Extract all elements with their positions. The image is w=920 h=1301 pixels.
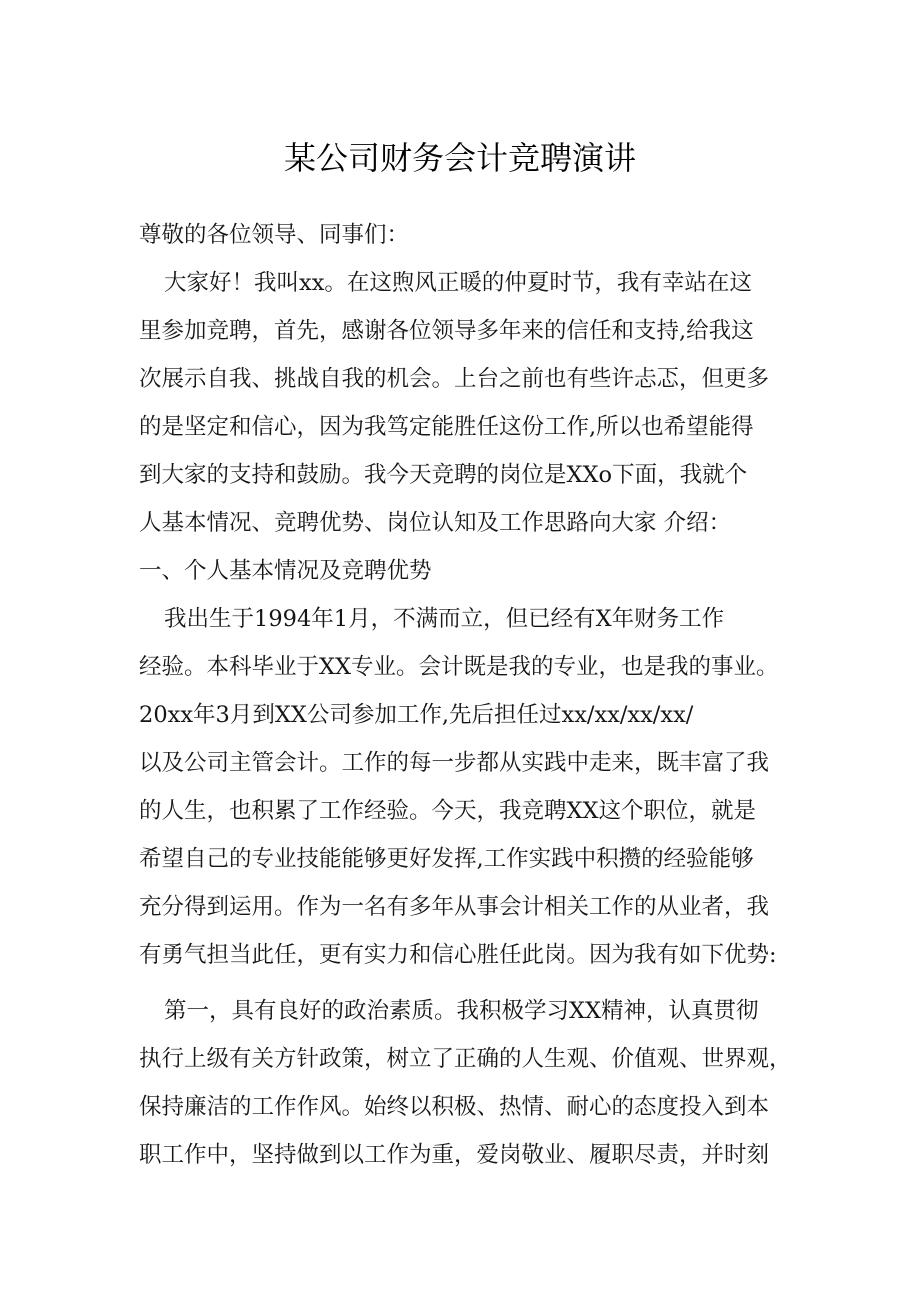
paragraph-line: 保持廉洁的工作作风。始终以积极、热情、耐心的态度投入到本 — [139, 1094, 770, 1120]
paragraph-line: 我出生于1994年1月，不满而立，但已经有X年财务工作 — [164, 606, 725, 632]
paragraph-line: 里参加竞聘，首先，感谢各位领导多年来的信任和支持,给我这 — [139, 318, 754, 344]
paragraph-line: 有勇气担当此任，更有实力和信心胜任此岗。因为我有如下优势: — [139, 942, 777, 968]
paragraph-line: 到大家的支持和鼓励。我今天竞聘的岗位是XXo下面，我就个 — [139, 462, 748, 488]
section-heading: 一、个人基本情况及竞聘优势 — [139, 558, 432, 584]
paragraph-line: 的人生，也积累了工作经验。今天，我竞聘XX这个职位，就是 — [139, 798, 757, 824]
paragraph-line: 的是坚定和信心，因为我笃定能胜任这份工作,所以也希望能得 — [139, 414, 754, 440]
paragraph-line: 第一，具有良好的政治素质。我积极学习XX精神，认真贯彻 — [164, 998, 759, 1024]
paragraph-line: 充分得到运用。作为一名有多年从事会计相关工作的从业者，我 — [139, 894, 770, 920]
paragraph-line: 次展示自我、挑战自我的机会。上台之前也有些许忐忑，但更多 — [139, 366, 770, 392]
paragraph-line: 希望自己的专业技能能够更好发挥,工作实践中积攒的经验能够 — [139, 846, 754, 872]
paragraph-line: 人基本情况、竞聘优势、岗位认知及工作思路向大家 介绍： — [139, 510, 732, 536]
paragraph-line: 经验。本科毕业于XX专业。会计既是我的专业，也是我的事业。 — [139, 654, 779, 680]
document-title: 某公司财务会计竞聘演讲 — [283, 139, 636, 177]
paragraph-line: 职工作中，坚持做到以工作为重，爱岗敬业、履职尽责，并时刻 — [139, 1142, 770, 1168]
paragraph-line: 执行上级有关方针政策，树立了正确的人生观、价值观、世界观， — [139, 1046, 792, 1072]
paragraph-line: 20xx年3月到XX公司参加工作,先后担任过xx/xx/xx/xx/ — [139, 702, 694, 728]
paragraph-line: 以及公司主管会计。工作的每一步都从实践中走来，既丰富了我 — [139, 750, 770, 776]
salutation-line: 尊敬的各位领导、同事们： — [139, 222, 410, 248]
paragraph-line: 大家好！我叫xx。在这煦风正暖的仲夏时节，我有幸站在这 — [164, 270, 752, 296]
